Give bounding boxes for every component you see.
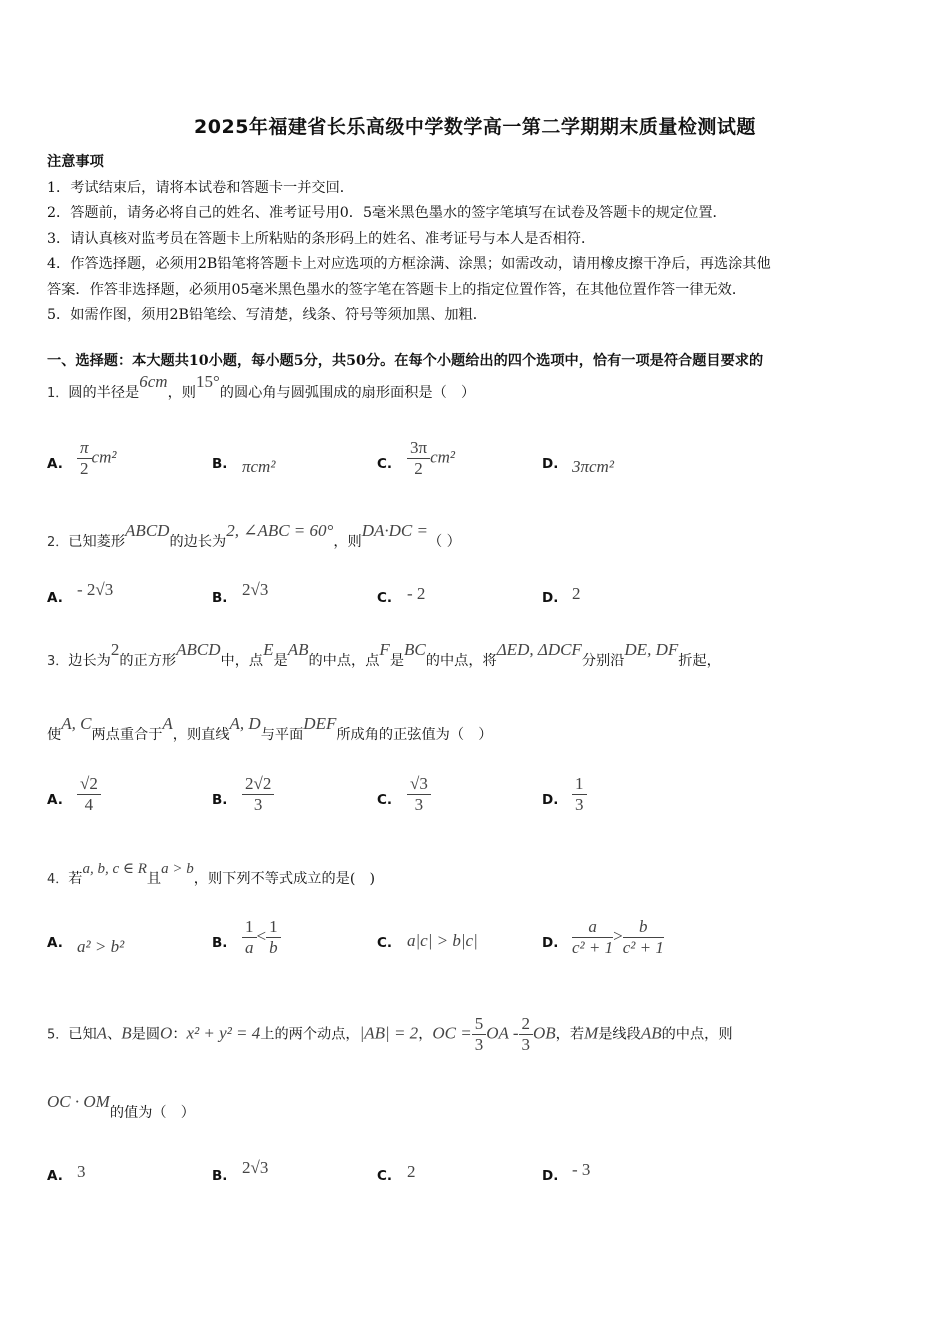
question-text: 与平面 — [260, 727, 304, 743]
math-expr: M — [584, 1023, 599, 1043]
question-text: 上的两个动点， — [260, 1026, 360, 1043]
option-label: A. — [47, 590, 63, 606]
fraction: $\frac{1}{b}$ — [266, 917, 281, 958]
fraction: $\frac{2}{3}$ — [519, 1014, 534, 1055]
math-expr: B — [121, 1023, 132, 1043]
math-expr: OC · OM — [47, 1092, 110, 1111]
question-number: 1． — [47, 386, 69, 401]
math-expr: E — [263, 640, 274, 659]
question-text: ，则直线 — [172, 727, 230, 743]
math-expr: ΔED, ΔDCF — [496, 640, 582, 659]
math-expr: 2 — [407, 1162, 416, 1181]
math-expr: F — [379, 640, 390, 659]
question-text: 若 — [68, 871, 83, 887]
question-text: 的圆心角与圆弧围成的扇形面积是（ ） — [219, 385, 476, 401]
question-5 — [47, 1014, 903, 1055]
math-expr: cm² — [91, 447, 117, 467]
option-label: C. — [377, 590, 393, 606]
options-q4 — [47, 917, 907, 967]
math-expr: DE, DF — [624, 640, 679, 659]
math-expr: 15° — [195, 372, 220, 391]
question-5-line-2 — [47, 1092, 195, 1122]
math-expr: O — [160, 1023, 173, 1043]
question-text: 使 — [47, 727, 62, 743]
fraction: $\frac{b}{\text{c² + 1}}$ — [622, 917, 664, 957]
options-q5 — [47, 1150, 907, 1200]
math-expr: 2 — [110, 640, 120, 659]
math-expr: AB — [640, 1023, 662, 1043]
question-text: ， — [418, 1026, 433, 1043]
math-expr: AB — [287, 640, 309, 659]
question-text: 中，点 — [220, 653, 264, 669]
question-1 — [47, 372, 476, 402]
question-3 — [47, 640, 721, 670]
section-heading: 一、选择题：本大题共10小题，每小题5分，共50分。在每个小题给出的四个选项中，恰有一项是符合题目要求的 — [47, 353, 764, 369]
math-expr: a² > b² — [77, 937, 125, 956]
option-label: C. — [377, 792, 393, 808]
question-text: 分别沿 — [581, 653, 625, 669]
math-expr: 2√3 — [242, 580, 269, 599]
fraction: $\frac{√3}{3}$ — [407, 774, 431, 815]
math-expr: OA - — [486, 1023, 519, 1043]
question-text: 、 — [107, 1026, 122, 1043]
page-title: 2025年福建省长乐高级中学数学高一第二学期期末质量检测试题 — [194, 116, 756, 138]
option-label: D. — [542, 456, 559, 472]
math-expr: |AB| = 2 — [359, 1023, 419, 1043]
fraction: $\frac{√2}{4}$ — [77, 774, 101, 815]
math-expr: > — [613, 926, 623, 946]
question-text: ，若 — [555, 1026, 585, 1043]
fraction: $\frac{1}{a}$ — [242, 917, 257, 958]
option-label: B. — [212, 935, 228, 951]
notice-line: 5．如需作图，须用2B铅笔绘、写清楚，线条、符号等须加黑、加粗． — [47, 307, 487, 323]
question-text: 是圆 — [131, 1026, 161, 1043]
question-text: 边长为 — [68, 653, 111, 669]
math-expr: A, C — [61, 714, 92, 733]
question-text: 的中点，点 — [308, 653, 380, 669]
math-expr: 6cm — [139, 372, 168, 391]
question-text: 两点重合于 — [91, 727, 163, 743]
option-label: A. — [47, 935, 63, 951]
math-expr: OB — [533, 1023, 556, 1043]
math-expr: - 2 — [407, 584, 426, 603]
question-text: 的正方形 — [119, 653, 177, 669]
math-expr: πcm² — [242, 457, 276, 476]
notice-line: 2．答题前，请务必将自己的姓名、准考证号用0．5毫米黑色墨水的签字笔填写在试卷及答题卡的规定位置． — [47, 205, 727, 221]
question-text: 是 — [389, 653, 405, 669]
math-expr: BC — [404, 640, 426, 659]
question-4 — [47, 861, 376, 888]
question-3-line-2 — [47, 714, 493, 744]
math-expr: OC = — [432, 1023, 472, 1043]
option-label: D. — [542, 1168, 559, 1184]
math-expr: A — [162, 714, 173, 733]
question-text: 的中点，将 — [425, 653, 497, 669]
fraction: $\frac{1}{3}$ — [572, 774, 587, 815]
fraction: $\frac{2√2}{3}$ — [242, 774, 274, 815]
question-number: 4． — [47, 872, 69, 887]
question-text: 的值为（ ） — [109, 1105, 195, 1121]
fraction: $\frac{3\pi}{2}$ — [407, 438, 430, 479]
options-q3 — [47, 774, 907, 824]
option-label: D. — [542, 590, 559, 606]
option-label: C. — [377, 935, 393, 951]
notice-line: 4．作答选择题，必须用2B铅笔将答题卡上对应选项的方框涂满、涂黑；如需改动，请用橡皮擦干净后，再选涂其他 — [47, 256, 771, 272]
math-expr: x² + y² = 4 — [186, 1023, 261, 1043]
question-text: 圆的半径是 — [68, 385, 140, 401]
question-text: ： — [172, 1026, 187, 1043]
math-expr: a > b — [161, 861, 194, 877]
question-number: 2． — [47, 535, 69, 550]
question-text: 的边长为 — [169, 534, 227, 550]
math-expr: - 2√3 — [77, 580, 114, 599]
option-label: D. — [542, 935, 559, 951]
option-label: A. — [47, 792, 63, 808]
math-expr: cm² — [430, 447, 456, 467]
math-expr: - 3 — [572, 1160, 591, 1179]
option-label: B. — [212, 1168, 228, 1184]
fraction: $\frac{a}{\text{c² + 1}}$ — [572, 917, 614, 957]
notice-heading: 注意事项 — [47, 154, 104, 170]
question-text: 是线段 — [598, 1026, 641, 1043]
math-expr: 3πcm² — [572, 457, 614, 476]
math-expr: 3 — [77, 1162, 86, 1181]
question-number: 3． — [47, 654, 69, 669]
math-expr: a|c| > b|c| — [407, 931, 478, 950]
question-2 — [47, 521, 461, 551]
question-number: 5． — [47, 1027, 69, 1043]
option-label: A. — [47, 456, 63, 472]
notice-block — [47, 150, 907, 329]
option-label: B. — [212, 792, 228, 808]
math-expr: < — [256, 926, 267, 946]
question-text: 折起， — [678, 653, 721, 669]
math-expr: 2, ∠ABC = 60° — [226, 521, 334, 540]
math-expr: A, D — [229, 714, 261, 733]
math-expr: 2√3 — [242, 1158, 269, 1177]
notice-line: 3．请认真核对监考员在答题卡上所粘贴的条形码上的姓名、准考证号与本人是否相符． — [47, 230, 596, 247]
math-expr: ABCD — [176, 640, 221, 659]
question-text: ，则 — [167, 385, 196, 401]
question-text: ，则 — [333, 534, 362, 550]
notice-line: 答案．作答非选择题，必须用05毫米黑色墨水的签字笔在答题卡上的指定位置作答，在其他位置作答一律无效． — [47, 281, 747, 298]
options-q1 — [47, 438, 907, 488]
question-text: 已知 — [68, 1026, 97, 1043]
math-expr: ABCD — [125, 521, 170, 540]
math-expr: A — [96, 1023, 108, 1043]
question-text: 且 — [146, 871, 162, 887]
fraction: $\frac{\pi}{2}$ — [77, 438, 92, 479]
option-label: B. — [212, 456, 228, 472]
math-expr: 2 — [572, 584, 581, 603]
option-label: C. — [377, 1168, 393, 1184]
question-text: 已知菱形 — [68, 534, 126, 550]
option-label: D. — [542, 792, 559, 808]
question-text: ，则下列不等式成立的是( ) — [193, 871, 376, 887]
math-expr: a, b, c ∈ R — [82, 861, 147, 877]
question-text: 的中点，则 — [661, 1026, 733, 1043]
option-label: B. — [212, 590, 228, 606]
question-text: （ ） — [427, 534, 461, 550]
notice-line: 1．考试结束后，请将本试卷和答题卡一并交回． — [47, 179, 354, 196]
options-q2 — [47, 572, 907, 622]
question-text: 所成角的正弦值为（ ） — [336, 727, 493, 743]
option-label: A. — [47, 1168, 63, 1184]
math-expr: DA·DC = — [361, 521, 428, 540]
fraction: $\frac{5}{3}$ — [472, 1014, 487, 1055]
math-expr: DEF — [303, 714, 337, 733]
question-text: 是 — [273, 653, 288, 669]
option-label: C. — [377, 456, 393, 472]
